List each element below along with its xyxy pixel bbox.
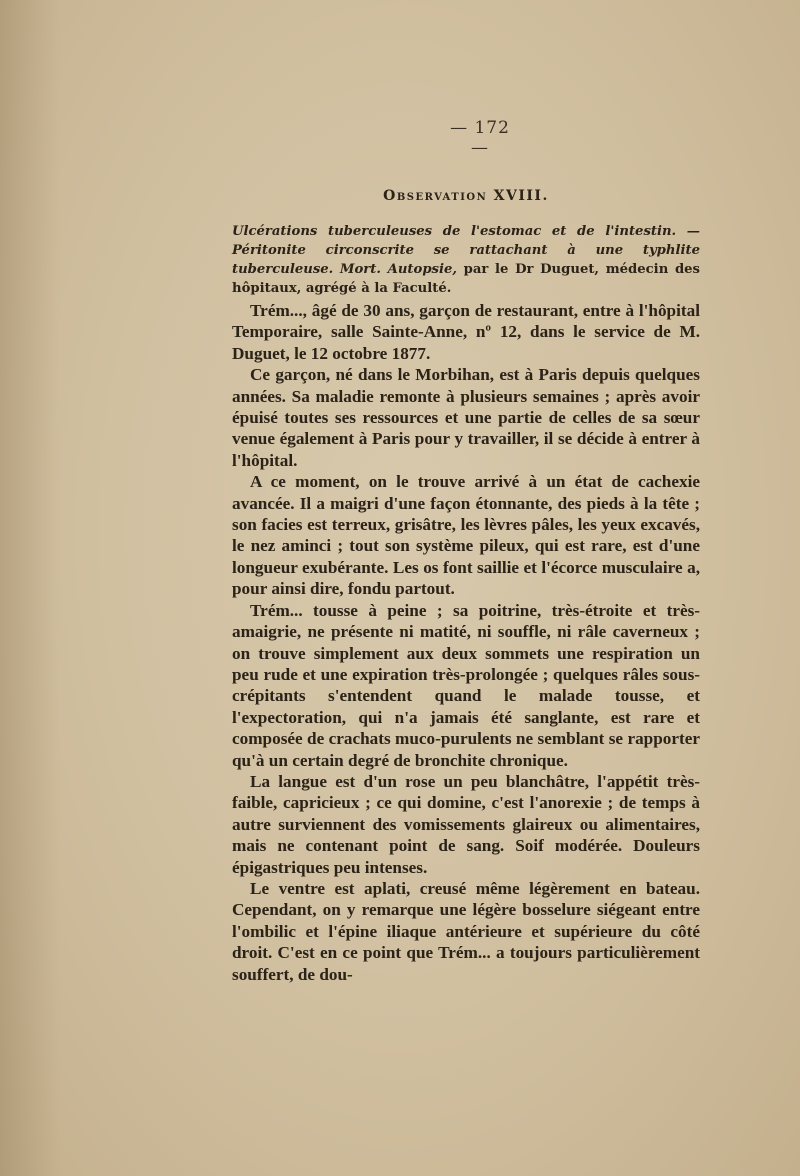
page-number: — 172 —: [450, 118, 510, 158]
page-edge-shadow: [0, 0, 60, 1176]
summary-italic: Ulcérations tuberculeuses de l'estomac et de l'intestin. — Péritonite circonscrite se rattachant à une typhlite tuberculeuse. Mort. Autopsie,: [232, 224, 700, 277]
paragraph: Le ventre est aplati, creusé même légèrement en bateau. Cependant, on y remarque une légère bosselure siégeant entre l'ombilic et l'épine iliaque antérieure et supérieure du côté droit. C'est en ce point que Trém... a toujours particulièrement souffert, de dou-: [232, 878, 700, 984]
body-text: [232, 300, 700, 985]
paragraph: A ce moment, on le trouve arrivé à un état de cachexie avancée. Il a maigri d'une façon étonnante, des pieds à la tête ; son facies est terreux, grisâtre, les lèvres pâles, les yeux excavés, le nez aminci ; tout son système pileux, qui est rare, est d'une longueur exubérante. Les os font saillie et l'écorce musculaire a, pour ainsi dire, fondu partout.: [232, 472, 700, 599]
paragraph: Ce garçon, né dans le Morbihan, est à Paris depuis quelques années. Sa maladie remonte à plusieurs semaines ; après avoir épuisé toutes ses ressources et une partie de celles de sa sœur venue également à Paris pour y travailler, il se décide à entrer à l'hôpital.: [232, 365, 700, 470]
summary-author: par le Dr Duguet, médecin des hôpitaux, agrégé à la Faculté.: [232, 262, 700, 296]
paragraph: Trém... tousse à peine ; sa poitrine, très-étroite et très-amaigrie, ne présente ni matité, ni souffle, ni râle caverneux ; on trouve simplement aux deux sommets une respiration un peu rude et une expiration très-prolongée ; quelques râles sous-crépitants s'entendent quand le malade tousse, et l'expectoration, qui n'a jamais été sanglante, est rare et composée de crachats muco-purulents ne semblant se rapporter qu'à un certain degré de bronchite chronique.: [232, 600, 700, 770]
observation-title: Observation XVIII.: [383, 188, 549, 204]
paragraph: Trém..., âgé de 30 ans, garçon de restaurant, entre à l'hôpital Temporaire, salle Sainte-Anne, nº 12, dans le service de M. Duguet, le 12 octobre 1877.: [232, 301, 700, 363]
observation-summary: [232, 222, 700, 298]
paragraph: La langue est d'un rose un peu blanchâtre, l'appétit très-faible, capricieux ; ce qui domine, c'est l'anorexie ; de temps à autre surviennent des vomissements glaireux ou alimentaires, mais ne contenant point de sang. Soif modérée. Douleurs épigastriques peu intenses.: [232, 771, 700, 877]
